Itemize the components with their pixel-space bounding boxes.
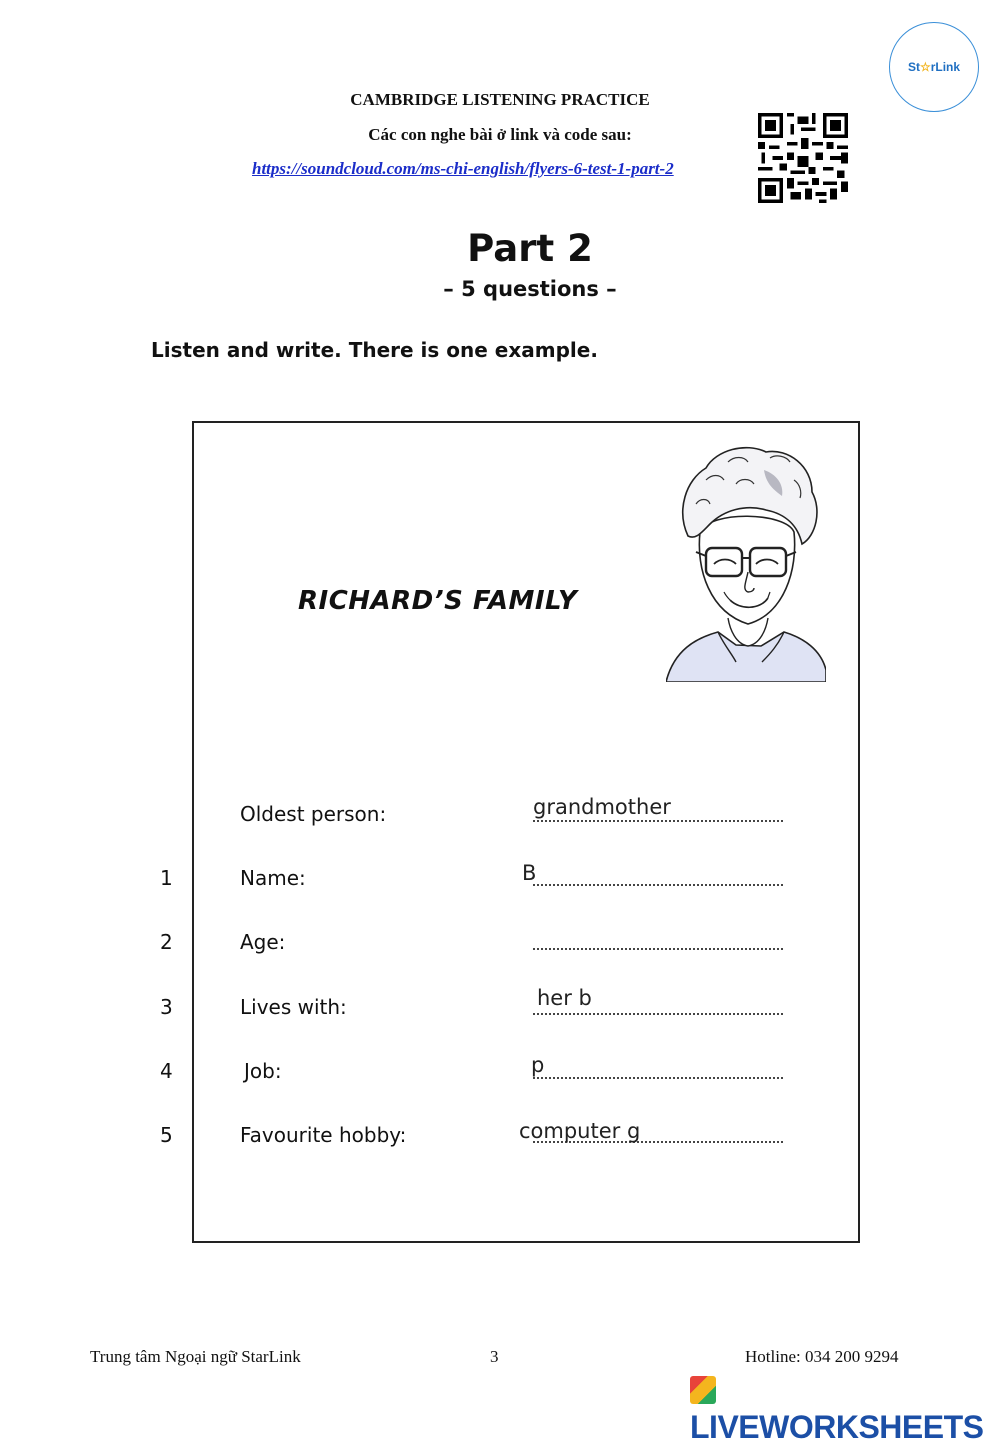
answer-3[interactable]: her b [537,986,592,1010]
answer-line[interactable] [533,1077,783,1079]
liveworksheets-badge-icon [690,1376,716,1404]
row-label-job: Job: [244,1059,282,1083]
header-title: CAMBRIDGE LISTENING PRACTICE [350,90,650,109]
question-number: 4 [160,1059,173,1083]
row-label-favourite-hobby: Favourite hobby: [240,1123,407,1147]
row-label-name: Name: [240,866,306,890]
qr-code-icon [758,113,848,203]
row-label-lives-with: Lives with: [240,995,347,1019]
answer-1[interactable]: B [522,861,537,885]
answer-line[interactable] [533,1013,783,1015]
answer-example: grandmother [533,795,671,819]
question-number: 2 [160,930,173,954]
logo-text-a: St [907,60,920,74]
footer-hotline: Hotline: 034 200 9294 [745,1347,899,1366]
answer-5[interactable]: computer g [519,1119,641,1143]
header-subtitle: Các con nghe bài ở link và code sau: [368,125,632,144]
instruction-text: Listen and write. There is one example. [151,338,598,362]
question-number: 1 [160,866,173,890]
answer-line[interactable] [533,948,783,950]
logo-star: ☆ [919,60,931,74]
part-title: Part 2 [467,227,593,270]
logo-text-b: rLink [930,60,961,74]
grandmother-illustration [666,440,826,682]
row-label-age: Age: [240,930,286,954]
question-number: 5 [160,1123,173,1147]
liveworksheets-text: LIVEWORKSHEETS [690,1409,984,1445]
soundcloud-link[interactable]: https://soundcloud.com/ms-chi-english/flyers-6-test-1-part-2 [252,159,674,178]
part-subtitle: – 5 questions – [443,277,617,301]
liveworksheets-logo [690,1372,1000,1446]
footer-center-name: Trung tâm Ngoại ngữ StarLink [90,1347,301,1366]
family-title: RICHARD’S FAMILY [298,586,578,616]
row-label-oldest-person: Oldest person: [240,802,387,826]
question-number: 3 [160,995,173,1019]
page-number: 3 [490,1347,499,1366]
answer-line[interactable] [533,884,783,886]
answer-line [533,820,783,822]
answer-4[interactable]: p [531,1053,545,1077]
